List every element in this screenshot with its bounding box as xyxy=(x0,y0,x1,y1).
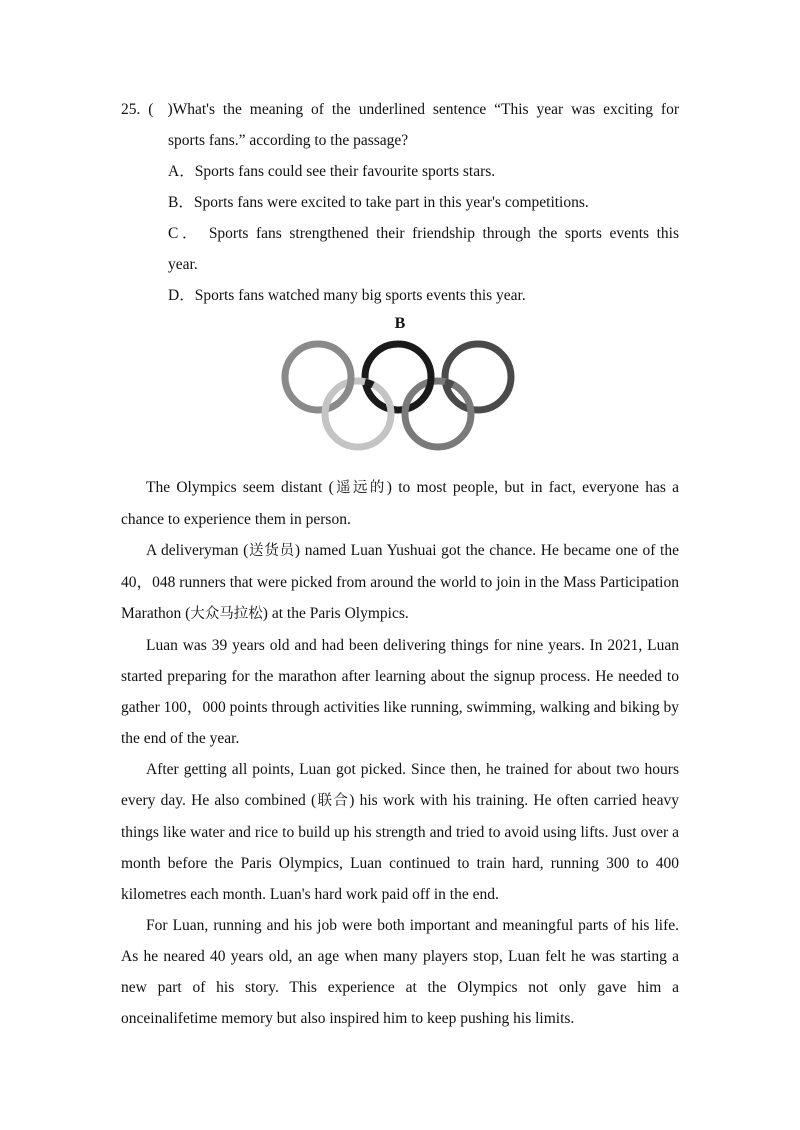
question-stem-line1 xyxy=(121,94,679,125)
option-c xyxy=(121,218,679,249)
option-letter: A． xyxy=(168,163,195,180)
question-stem: )What's the meaning of the underlined sentence “This year was exciting for xyxy=(167,101,679,118)
option-c-continued: year. xyxy=(168,256,198,273)
question-number: 25. ( xyxy=(121,101,154,118)
option-d xyxy=(121,280,679,311)
ring-bottom-left xyxy=(325,381,391,447)
reading-passage xyxy=(121,472,679,1034)
option-letter: D． xyxy=(168,287,195,304)
option-text: Sports fans were excited to take part in this year's competitions. xyxy=(193,194,589,211)
option-b xyxy=(121,187,679,218)
option-a xyxy=(121,156,679,187)
question-stem-line2: sports fans.” according to the passage? xyxy=(168,132,409,149)
section-label: B xyxy=(394,315,406,332)
ring-bottom-right xyxy=(405,381,471,447)
ring-top-left xyxy=(285,344,351,410)
option-text: Sports fans strengthened their friendship through the sports events this xyxy=(208,225,680,242)
paragraph-5: For Luan, running and his job were both important and meaningful parts of his life. As he neared 40 years old, an age when many players stop, Luan felt he was starting a new part of his story. This experience at the Olympics not only gave him a onceinalifetime memory but also inspired him to keep pushing his limits. xyxy=(121,917,679,1027)
ring-top-middle xyxy=(365,344,431,410)
option-letter: B． xyxy=(168,194,194,211)
question-25 xyxy=(121,94,679,311)
paragraph-3: Luan was 39 years old and had been delivering things for nine years. In 2021, Luan started preparing for the marathon after learning about the signup process. He needed to gather 100，000 points through activities like running, swimming, walking and biking by the end of the year. xyxy=(121,637,679,747)
paragraph-1: The Olympics seem distant (遥远的) to most people, but in fact, everyone has a chance to experience them in person. xyxy=(121,479,679,528)
paragraph-2: A deliveryman (送货员) named Luan Yushuai got the chance. He became one of the 40，048 runners that were picked from around the world to join in the Mass Participation Marathon (大众马拉松) at the Paris Olympics. xyxy=(121,542,679,622)
paragraph-4: After getting all points, Luan got picked. Since then, he trained for about two hours every day. He also combined (联合) his work with his training. He often carried heavy things like water and rice to build up his strength and tried to avoid using lifts. Just over a month before the Paris Olympics, Luan continued to train hard, running 300 to 400 kilometres each month. Luan's hard work paid off in the end. xyxy=(121,761,679,903)
ring-top-right xyxy=(445,344,511,410)
option-text: Sports fans watched many big sports events this year. xyxy=(194,287,526,304)
olympic-rings-icon xyxy=(280,338,520,454)
option-text: Sports fans could see their favourite sports stars. xyxy=(194,163,496,180)
option-letter: C． xyxy=(168,225,202,242)
